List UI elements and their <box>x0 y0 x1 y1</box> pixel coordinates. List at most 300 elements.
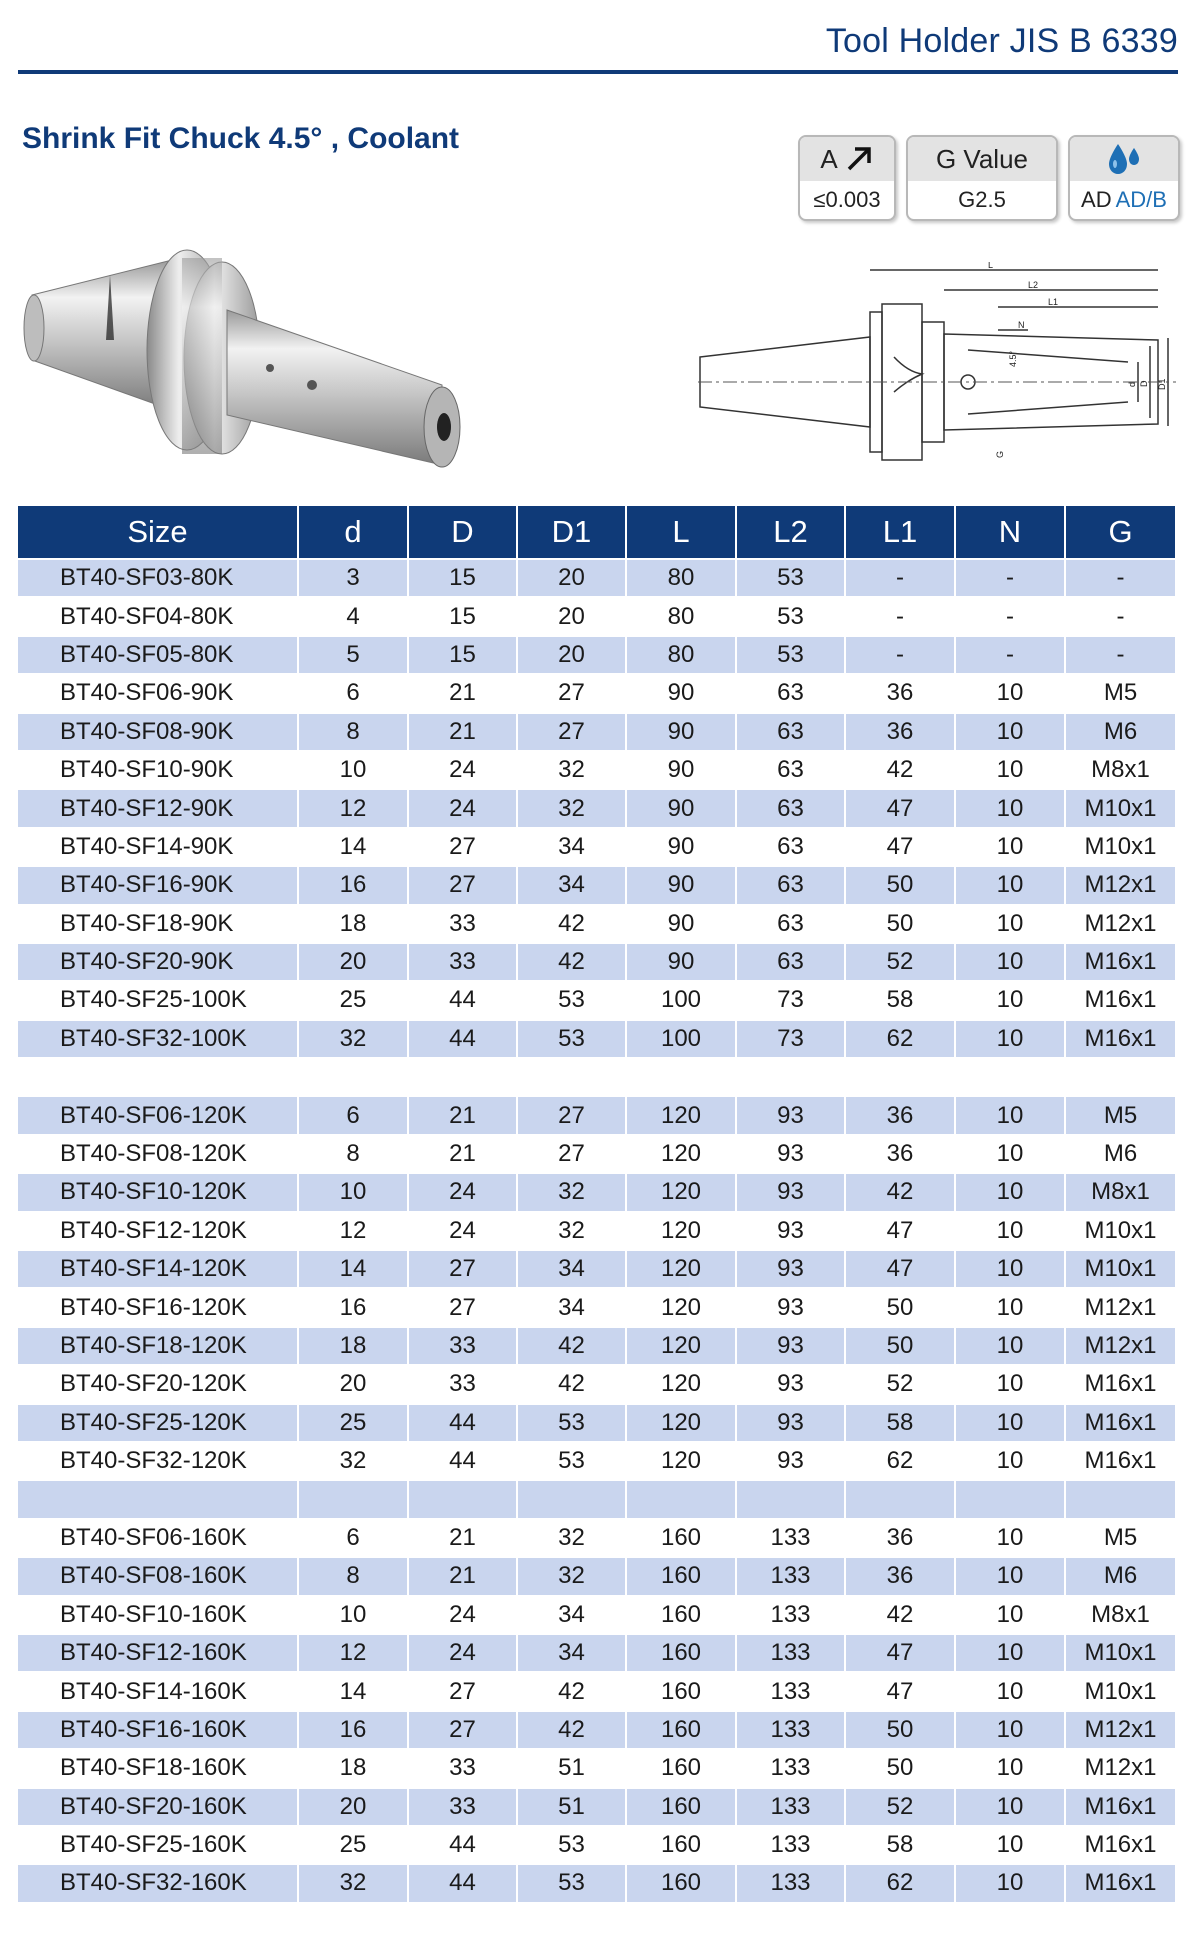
value-cell: 8 <box>298 713 408 751</box>
value-cell: 10 <box>955 1442 1065 1480</box>
table-row <box>18 1365 1175 1403</box>
value-cell: 16 <box>298 866 408 904</box>
value-cell: 16 <box>298 1711 408 1749</box>
value-cell: 21 <box>408 1557 517 1595</box>
value-cell: M12x1 <box>1065 905 1175 943</box>
value-cell: 27 <box>408 828 517 866</box>
value-cell: 10 <box>955 905 1065 943</box>
value-cell: - <box>955 636 1065 674</box>
value-cell: 93 <box>736 1288 845 1326</box>
coolant-value: AD <box>1081 187 1112 212</box>
value-cell: 58 <box>845 981 955 1019</box>
value-cell: 160 <box>626 1711 736 1749</box>
size-cell: BT40-SF14-90K <box>18 828 298 866</box>
value-cell: 120 <box>626 1404 736 1442</box>
table-row <box>18 905 1175 943</box>
value-cell: 12 <box>298 789 408 827</box>
value-cell: M16x1 <box>1065 1826 1175 1864</box>
value-cell: 51 <box>517 1749 626 1787</box>
value-cell: 47 <box>845 789 955 827</box>
table-row <box>18 1020 1175 1058</box>
value-cell: 33 <box>408 1749 517 1787</box>
value-cell: M16x1 <box>1065 943 1175 981</box>
value-cell: 10 <box>955 1212 1065 1250</box>
value-cell: 120 <box>626 1135 736 1173</box>
value-cell: 44 <box>408 981 517 1019</box>
value-cell: 42 <box>517 1711 626 1749</box>
size-cell: BT40-SF10-90K <box>18 751 298 789</box>
value-cell: 20 <box>517 559 626 597</box>
value-cell: 63 <box>736 789 845 827</box>
value-cell: M12x1 <box>1065 1288 1175 1326</box>
value-cell <box>408 1058 517 1096</box>
value-cell: 32 <box>517 1173 626 1211</box>
value-cell: 58 <box>845 1826 955 1864</box>
value-cell: 24 <box>408 751 517 789</box>
tool-holder-photo <box>22 240 472 490</box>
column-header: L2 <box>736 506 845 559</box>
value-cell: 25 <box>298 1404 408 1442</box>
dim-label-L: L <box>988 262 994 270</box>
value-cell: 10 <box>955 1634 1065 1672</box>
value-cell: 160 <box>626 1557 736 1595</box>
value-cell: 100 <box>626 981 736 1019</box>
value-cell: 63 <box>736 943 845 981</box>
value-cell: 133 <box>736 1711 845 1749</box>
value-cell: 5 <box>298 636 408 674</box>
value-cell: 25 <box>298 1826 408 1864</box>
value-cell: 32 <box>298 1020 408 1058</box>
value-cell: 44 <box>408 1826 517 1864</box>
value-cell: M5 <box>1065 1519 1175 1557</box>
value-cell: 51 <box>517 1788 626 1826</box>
value-cell: 10 <box>955 828 1065 866</box>
spec-table <box>18 506 1175 1902</box>
value-cell <box>517 1058 626 1096</box>
value-cell: 10 <box>955 1173 1065 1211</box>
value-cell <box>1065 1058 1175 1096</box>
size-cell: BT40-SF12-160K <box>18 1634 298 1672</box>
size-cell: BT40-SF20-160K <box>18 1788 298 1826</box>
size-cell: BT40-SF18-90K <box>18 905 298 943</box>
value-cell: 120 <box>626 1442 736 1480</box>
value-cell: M16x1 <box>1065 1788 1175 1826</box>
value-cell: 93 <box>736 1096 845 1134</box>
value-cell: 36 <box>845 1135 955 1173</box>
table-row <box>18 866 1175 904</box>
value-cell: 133 <box>736 1826 845 1864</box>
value-cell: 63 <box>736 751 845 789</box>
value-cell <box>845 1058 955 1096</box>
value-cell: 6 <box>298 1096 408 1134</box>
value-cell: 10 <box>955 1135 1065 1173</box>
value-cell: 20 <box>517 636 626 674</box>
runout-label: A <box>820 143 838 174</box>
table-row <box>18 636 1175 674</box>
value-cell: M8x1 <box>1065 751 1175 789</box>
value-cell: 42 <box>517 1672 626 1710</box>
value-cell: 10 <box>298 751 408 789</box>
value-cell: 12 <box>298 1212 408 1250</box>
value-cell: 33 <box>408 943 517 981</box>
table-row <box>18 1864 1175 1901</box>
value-cell: 14 <box>298 828 408 866</box>
value-cell: 10 <box>955 866 1065 904</box>
value-cell: 10 <box>955 713 1065 751</box>
value-cell: 27 <box>408 1711 517 1749</box>
value-cell: 25 <box>298 981 408 1019</box>
value-cell: 10 <box>955 1557 1065 1595</box>
size-cell: BT40-SF12-120K <box>18 1212 298 1250</box>
size-cell: BT40-SF18-160K <box>18 1749 298 1787</box>
value-cell: 27 <box>517 713 626 751</box>
value-cell: 62 <box>845 1864 955 1901</box>
value-cell: 27 <box>408 866 517 904</box>
dim-label-d: d <box>1127 381 1137 387</box>
value-cell: M5 <box>1065 674 1175 712</box>
value-cell <box>1065 1480 1175 1518</box>
value-cell: 34 <box>517 1288 626 1326</box>
value-cell: 90 <box>626 828 736 866</box>
dim-label-angle: 4.5° <box>1008 350 1018 367</box>
size-cell: BT40-SF20-90K <box>18 943 298 981</box>
value-cell: - <box>1065 597 1175 635</box>
table-row <box>18 1672 1175 1710</box>
value-cell <box>517 1480 626 1518</box>
value-cell: 18 <box>298 1749 408 1787</box>
table-body <box>18 559 1175 1902</box>
value-cell: 80 <box>626 559 736 597</box>
value-cell: 27 <box>517 1096 626 1134</box>
value-cell <box>955 1480 1065 1518</box>
value-cell: 50 <box>845 1749 955 1787</box>
size-cell: BT40-SF05-80K <box>18 636 298 674</box>
runout-value: ≤0.003 <box>813 187 881 212</box>
value-cell: 90 <box>626 674 736 712</box>
value-cell: 8 <box>298 1135 408 1173</box>
value-cell: 63 <box>736 866 845 904</box>
value-cell: M16x1 <box>1065 1020 1175 1058</box>
value-cell: 10 <box>955 1596 1065 1634</box>
value-cell: 44 <box>408 1864 517 1901</box>
size-cell: BT40-SF10-120K <box>18 1173 298 1211</box>
value-cell: M12x1 <box>1065 1711 1175 1749</box>
table-row <box>18 981 1175 1019</box>
table-row <box>18 1826 1175 1864</box>
value-cell <box>408 1480 517 1518</box>
value-cell: 10 <box>298 1173 408 1211</box>
column-header: d <box>298 506 408 559</box>
size-cell <box>18 1058 298 1096</box>
value-cell: 44 <box>408 1020 517 1058</box>
value-cell: M5 <box>1065 1096 1175 1134</box>
value-cell: - <box>845 559 955 597</box>
table-row <box>18 1404 1175 1442</box>
value-cell: 36 <box>845 713 955 751</box>
value-cell: 10 <box>955 1327 1065 1365</box>
value-cell: M10x1 <box>1065 1212 1175 1250</box>
column-header: D1 <box>517 506 626 559</box>
value-cell: 80 <box>626 597 736 635</box>
value-cell: 10 <box>955 789 1065 827</box>
value-cell: 44 <box>408 1404 517 1442</box>
size-cell: BT40-SF03-80K <box>18 559 298 597</box>
value-cell: 73 <box>736 1020 845 1058</box>
value-cell <box>298 1058 408 1096</box>
value-cell: 10 <box>955 1826 1065 1864</box>
table-row <box>18 1135 1175 1173</box>
size-cell: BT40-SF06-90K <box>18 674 298 712</box>
value-cell: 53 <box>517 1442 626 1480</box>
dim-label-D1: D1 <box>1157 378 1167 390</box>
value-cell: 27 <box>408 1288 517 1326</box>
value-cell: 42 <box>517 1327 626 1365</box>
value-cell: 120 <box>626 1250 736 1288</box>
value-cell: 10 <box>955 1020 1065 1058</box>
value-cell: 42 <box>845 1173 955 1211</box>
value-cell: 120 <box>626 1327 736 1365</box>
value-cell: 21 <box>408 674 517 712</box>
value-cell: 24 <box>408 1212 517 1250</box>
value-cell: 53 <box>517 1864 626 1901</box>
value-cell: 3 <box>298 559 408 597</box>
value-cell: 10 <box>955 674 1065 712</box>
size-cell: BT40-SF14-160K <box>18 1672 298 1710</box>
size-cell: BT40-SF06-120K <box>18 1096 298 1134</box>
table-row <box>18 713 1175 751</box>
value-cell: 32 <box>517 789 626 827</box>
value-cell: 133 <box>736 1557 845 1595</box>
value-cell: 18 <box>298 1327 408 1365</box>
runout-spec-box <box>798 135 896 221</box>
coolant-spec-box <box>1068 135 1180 221</box>
value-cell: M10x1 <box>1065 1634 1175 1672</box>
value-cell: 34 <box>517 1250 626 1288</box>
table-row <box>18 559 1175 597</box>
value-cell: - <box>1065 636 1175 674</box>
dim-label-G: G <box>995 450 1005 458</box>
value-cell: M16x1 <box>1065 1442 1175 1480</box>
value-cell: 42 <box>517 943 626 981</box>
value-cell: 16 <box>298 1288 408 1326</box>
value-cell: 27 <box>517 1135 626 1173</box>
value-cell: 50 <box>845 1288 955 1326</box>
table-row <box>18 1519 1175 1557</box>
value-cell: 52 <box>845 1788 955 1826</box>
value-cell: 133 <box>736 1519 845 1557</box>
value-cell: 160 <box>626 1519 736 1557</box>
value-cell: 20 <box>298 943 408 981</box>
balance-spec-box <box>906 135 1058 221</box>
size-cell: BT40-SF32-100K <box>18 1020 298 1058</box>
value-cell: 36 <box>845 1519 955 1557</box>
coolant-value-accent: AD/B <box>1115 187 1167 212</box>
value-cell: 6 <box>298 1519 408 1557</box>
value-cell: 10 <box>955 1672 1065 1710</box>
value-cell: 42 <box>517 1365 626 1403</box>
table-row <box>18 1173 1175 1211</box>
value-cell: 73 <box>736 981 845 1019</box>
value-cell: 36 <box>845 1557 955 1595</box>
value-cell: 53 <box>517 1404 626 1442</box>
size-cell: BT40-SF08-120K <box>18 1135 298 1173</box>
table-row <box>18 1711 1175 1749</box>
value-cell: 133 <box>736 1634 845 1672</box>
value-cell: M16x1 <box>1065 1365 1175 1403</box>
value-cell: 20 <box>517 597 626 635</box>
column-header: L1 <box>845 506 955 559</box>
value-cell: 34 <box>517 1634 626 1672</box>
value-cell: 33 <box>408 1365 517 1403</box>
balance-label: G Value <box>908 137 1056 181</box>
value-cell: 52 <box>845 1365 955 1403</box>
value-cell: 33 <box>408 1327 517 1365</box>
value-cell: 63 <box>736 674 845 712</box>
value-cell: 21 <box>408 1519 517 1557</box>
value-cell: 93 <box>736 1327 845 1365</box>
value-cell: 6 <box>298 674 408 712</box>
header-divider <box>18 70 1178 74</box>
column-header: L <box>626 506 736 559</box>
value-cell: 27 <box>408 1250 517 1288</box>
value-cell: - <box>955 597 1065 635</box>
value-cell: 133 <box>736 1864 845 1901</box>
column-header: N <box>955 506 1065 559</box>
table-row <box>18 1557 1175 1595</box>
value-cell <box>736 1480 845 1518</box>
value-cell: 90 <box>626 713 736 751</box>
size-cell <box>18 1480 298 1518</box>
value-cell: 12 <box>298 1634 408 1672</box>
value-cell: M8x1 <box>1065 1173 1175 1211</box>
value-cell: 34 <box>517 828 626 866</box>
size-cell: BT40-SF16-120K <box>18 1288 298 1326</box>
value-cell: M10x1 <box>1065 828 1175 866</box>
value-cell: 15 <box>408 597 517 635</box>
size-cell: BT40-SF18-120K <box>18 1327 298 1365</box>
size-cell: BT40-SF12-90K <box>18 789 298 827</box>
value-cell: 133 <box>736 1596 845 1634</box>
value-cell: 160 <box>626 1826 736 1864</box>
value-cell: 32 <box>517 1557 626 1595</box>
value-cell: M10x1 <box>1065 1250 1175 1288</box>
value-cell: M12x1 <box>1065 866 1175 904</box>
value-cell: 160 <box>626 1788 736 1826</box>
value-cell: 93 <box>736 1365 845 1403</box>
size-cell: BT40-SF08-90K <box>18 713 298 751</box>
size-cell: BT40-SF04-80K <box>18 597 298 635</box>
table-header-row <box>18 506 1175 559</box>
value-cell: 47 <box>845 1634 955 1672</box>
table-row <box>18 597 1175 635</box>
value-cell: 32 <box>517 751 626 789</box>
value-cell: 10 <box>955 1404 1065 1442</box>
value-cell: 47 <box>845 1212 955 1250</box>
value-cell: M6 <box>1065 1135 1175 1173</box>
value-cell: M8x1 <box>1065 1596 1175 1634</box>
value-cell: 93 <box>736 1212 845 1250</box>
size-cell: BT40-SF16-160K <box>18 1711 298 1749</box>
value-cell: 90 <box>626 751 736 789</box>
value-cell: 62 <box>845 1020 955 1058</box>
size-cell: BT40-SF08-160K <box>18 1557 298 1595</box>
value-cell: 34 <box>517 866 626 904</box>
value-cell: 93 <box>736 1250 845 1288</box>
table-row <box>18 1288 1175 1326</box>
value-cell: 10 <box>955 1864 1065 1901</box>
value-cell: 32 <box>298 1442 408 1480</box>
value-cell: 120 <box>626 1096 736 1134</box>
value-cell: 160 <box>626 1864 736 1901</box>
value-cell: M12x1 <box>1065 1749 1175 1787</box>
value-cell: 10 <box>955 1288 1065 1326</box>
value-cell: 53 <box>736 597 845 635</box>
table-row <box>18 1212 1175 1250</box>
value-cell: 21 <box>408 1135 517 1173</box>
value-cell: 50 <box>845 866 955 904</box>
dim-label-L2: L2 <box>1028 280 1039 290</box>
value-cell: M10x1 <box>1065 789 1175 827</box>
value-cell: 50 <box>845 1711 955 1749</box>
value-cell: 10 <box>955 1711 1065 1749</box>
table-row <box>18 789 1175 827</box>
value-cell: - <box>845 636 955 674</box>
table-row <box>18 943 1175 981</box>
size-cell: BT40-SF32-120K <box>18 1442 298 1480</box>
table-row <box>18 751 1175 789</box>
product-title: Shrink Fit Chuck 4.5° , Coolant <box>22 122 460 155</box>
value-cell: 52 <box>845 943 955 981</box>
value-cell: 53 <box>736 636 845 674</box>
value-cell: 27 <box>517 674 626 712</box>
value-cell: 90 <box>626 866 736 904</box>
value-cell: M10x1 <box>1065 1672 1175 1710</box>
value-cell: 20 <box>298 1788 408 1826</box>
value-cell: 10 <box>955 1519 1065 1557</box>
value-cell: 80 <box>626 636 736 674</box>
value-cell: M16x1 <box>1065 981 1175 1019</box>
value-cell: 24 <box>408 1173 517 1211</box>
value-cell <box>626 1480 736 1518</box>
value-cell <box>955 1058 1065 1096</box>
value-cell: 34 <box>517 1596 626 1634</box>
value-cell: 160 <box>626 1596 736 1634</box>
balance-value: G2.5 <box>958 187 1006 212</box>
table-row <box>18 1442 1175 1480</box>
value-cell: 50 <box>845 905 955 943</box>
value-cell: 42 <box>845 1596 955 1634</box>
table-row <box>18 674 1175 712</box>
runout-arrow-icon <box>844 144 874 174</box>
value-cell: 10 <box>298 1596 408 1634</box>
column-header: D <box>408 506 517 559</box>
value-cell <box>845 1480 955 1518</box>
value-cell: - <box>845 597 955 635</box>
table-row <box>18 1634 1175 1672</box>
table-row <box>18 1250 1175 1288</box>
value-cell: 63 <box>736 713 845 751</box>
value-cell: M16x1 <box>1065 1404 1175 1442</box>
value-cell: 93 <box>736 1404 845 1442</box>
value-cell: 42 <box>845 751 955 789</box>
dim-label-N: N <box>1018 320 1025 330</box>
value-cell: 8 <box>298 1557 408 1595</box>
value-cell: 20 <box>298 1365 408 1403</box>
value-cell: 58 <box>845 1404 955 1442</box>
value-cell: 21 <box>408 713 517 751</box>
value-cell: 53 <box>517 1020 626 1058</box>
value-cell: 133 <box>736 1749 845 1787</box>
